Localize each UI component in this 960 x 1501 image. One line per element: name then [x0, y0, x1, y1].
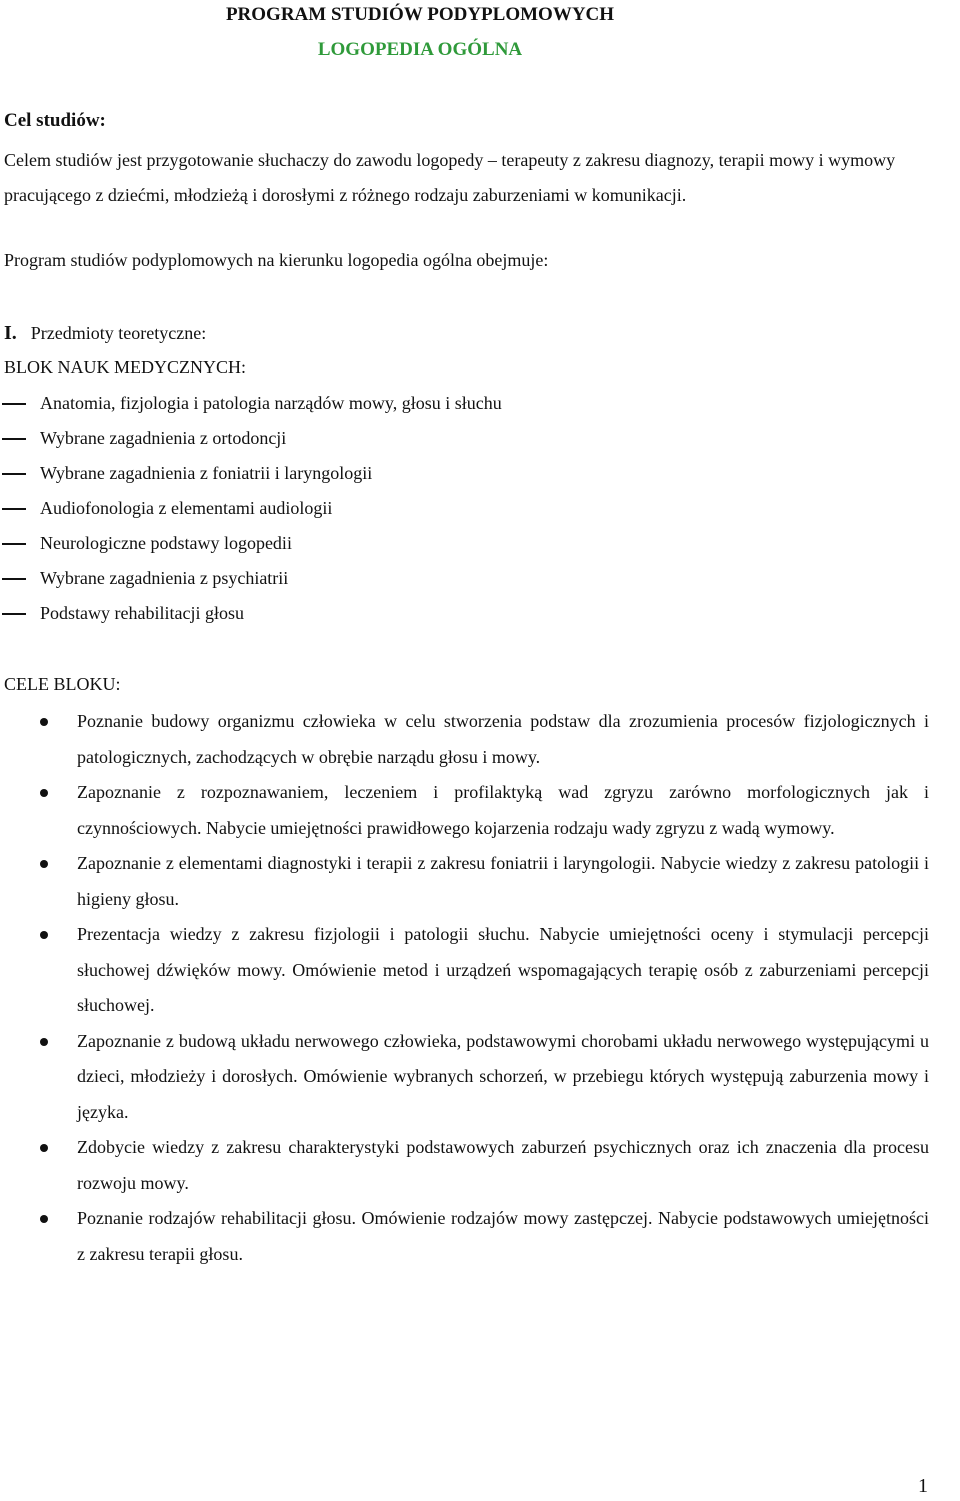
list-item	[0, 775, 929, 846]
dash-marker	[2, 403, 26, 405]
bullet-icon	[40, 1144, 48, 1152]
goal-text: Poznanie rodzajów rehabilitacji głosu. Omówienie rodzajów mowy zastępczej. Nabycie podstawowych umiejętności z zakresu terapii głosu.	[77, 1208, 929, 1264]
subject-label: Audiofonologia z elementami audiologii	[40, 498, 333, 518]
goal-paragraph: Celem studiów jest przygotowanie słuchaczy do zawodu logopedy – terapeuty z zakresu diagnozy, terapii mowy i wymowy pracującego z dziećmi, młodzieżą i dorosłymi z różnego rodzaju zaburzeniami w komunikacji.	[4, 150, 896, 205]
list-item	[0, 917, 929, 1024]
section-title: Przedmioty teoretyczne:	[30, 323, 207, 343]
subject-list	[0, 386, 502, 631]
list-item	[0, 846, 929, 917]
document-subtitle: LOGOPEDIA OGÓLNA	[317, 39, 523, 60]
goal-text: Zapoznanie z budową układu nerwowego człowieka, podstawowymi chorobami układu nerwowego występującymi u dzieci, młodzieży i dorosłych. Omówienie wybranych schorzeń, w przebiegu których występują zaburzenia mowy i języka.	[77, 1030, 929, 1122]
section-number: I.	[4, 322, 17, 344]
goal-text: Prezentacja wiedzy z zakresu fizjologii i patologii słuchu. Nabycie umiejętności oceny i stymulacji percepcji słuchowej dźwięków mowy. Omówienie metod i urządzeń wspomagających terapię osób z zaburzeniami percepcji słuchowej.	[77, 924, 929, 1015]
program-intro: Program studiów podyplomowych na kierunku logopedia ogólna obejmuje:	[4, 250, 549, 270]
dash-marker	[2, 508, 26, 510]
subject-label: Anatomia, fizjologia i patologia narządów mowy, głosu i słuchu	[40, 393, 502, 413]
goal-text: Poznanie budowy organizmu człowieka w celu stworzenia podstaw dla zrozumienia procesów fizjologicznych i patologicznych, zachodzących w obrębie narządu głosu i mowy.	[77, 711, 929, 767]
list-item	[0, 491, 502, 526]
goal-heading: Cel studiów:	[4, 110, 106, 131]
subject-label: Wybrane zagadnienia z ortodoncji	[40, 428, 287, 448]
list-item	[0, 704, 929, 775]
subject-label: Wybrane zagadnienia z foniatrii i laryngologii	[40, 463, 373, 483]
list-item	[0, 526, 502, 561]
bullet-icon	[40, 789, 48, 797]
list-item	[0, 1130, 929, 1201]
dash-marker	[2, 578, 26, 580]
bullet-icon	[40, 1038, 48, 1046]
document-title: PROGRAM STUDIÓW PODYPLOMOWYCH	[225, 4, 615, 25]
bullet-icon	[40, 860, 48, 868]
dash-marker	[2, 543, 26, 545]
list-item	[0, 386, 502, 421]
page-number: 1	[918, 1475, 928, 1497]
section-heading	[4, 322, 206, 345]
goal-text: Zdobycie wiedzy z zakresu charakterystyki podstawowych zaburzeń psychicznych oraz ich znaczenia dla procesu rozwoju mowy.	[77, 1137, 929, 1193]
goals-heading: CELE BLOKU:	[4, 674, 121, 694]
dash-marker	[2, 473, 26, 475]
subject-label: Neurologiczne podstawy logopedii	[40, 533, 292, 553]
dash-marker	[2, 438, 26, 440]
goal-text: Zapoznanie z elementami diagnostyki i terapii z zakresu foniatrii i laryngologii. Nabycie wiedzy z zakresu patologii i higieny głosu.	[77, 853, 929, 909]
list-item	[0, 456, 502, 491]
bullet-icon	[40, 931, 48, 939]
goal-text: Zapoznanie z rozpoznawaniem, leczeniem i profilaktyką wad zgryzu zarówno morfologicznych jak i czynnościowych. Nabycie umiejętności prawidłowego kojarzenia rodzaju wady zgryzu z wadą wymowy.	[77, 782, 929, 838]
list-item	[0, 561, 502, 596]
goal-list	[0, 704, 929, 1272]
list-item	[0, 1201, 929, 1272]
subject-label: Wybrane zagadnienia z psychiatrii	[40, 568, 289, 588]
dash-marker	[2, 613, 26, 615]
subject-label: Podstawy rehabilitacji głosu	[40, 603, 244, 623]
bullet-icon	[40, 1215, 48, 1223]
list-item	[0, 421, 502, 456]
block-heading: BLOK NAUK MEDYCZNYCH:	[4, 357, 246, 377]
list-item	[0, 596, 502, 631]
list-item	[0, 1024, 929, 1131]
bullet-icon	[40, 718, 48, 726]
